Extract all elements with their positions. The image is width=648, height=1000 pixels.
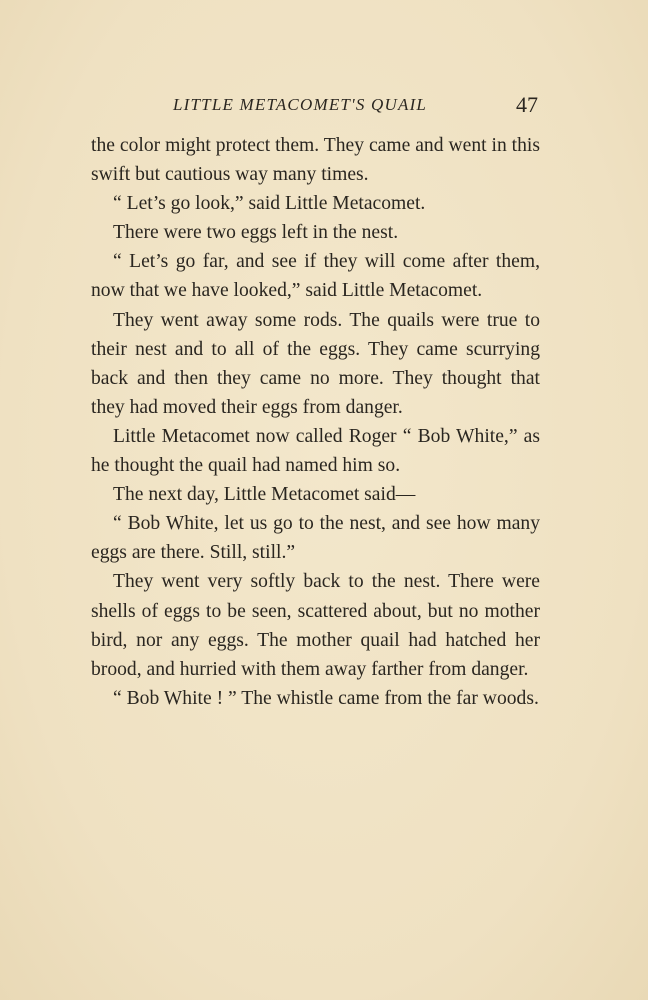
- running-head: [91, 92, 540, 119]
- paragraph: “ Let’s go far, and see if they will come after them, now that we have looked,” said Little Metacomet.: [91, 251, 540, 302]
- body-text: [91, 131, 540, 713]
- paragraph: They went away some rods. The quails were true to their nest and to all of the eggs. They came scurrying back and then they came no more. They thought that they had moved their eggs from danger.: [91, 309, 540, 418]
- paragraph: “ Let’s go look,” said Little Metacomet.: [113, 193, 426, 215]
- paragraph: The next day, Little Metacomet said—: [113, 484, 416, 506]
- paragraph: Little Metacomet now called Roger “ Bob White,” as he thought the quail had named him so.: [91, 425, 540, 477]
- running-title: LITTLE METACOMET'S QUAIL: [173, 95, 428, 114]
- paragraph: There were two eggs left in the nest.: [113, 222, 399, 244]
- paragraph: “ Bob White, let us go to the nest, and see how many eggs are there. Still, still.”: [91, 513, 540, 564]
- paragraph: They went very softly back to the nest. There were shells of eggs to be seen, scattered about, but no mother bird, nor any eggs. The mother quail had hatched her brood, and hurried with them away farther from danger.: [91, 571, 540, 680]
- page-number: 47: [516, 92, 538, 117]
- paragraph: the color might protect them. They came and went in this swift but cautious way many times.: [91, 135, 540, 186]
- paragraph: “ Bob White ! ” The whistle came from the far woods.: [113, 687, 539, 709]
